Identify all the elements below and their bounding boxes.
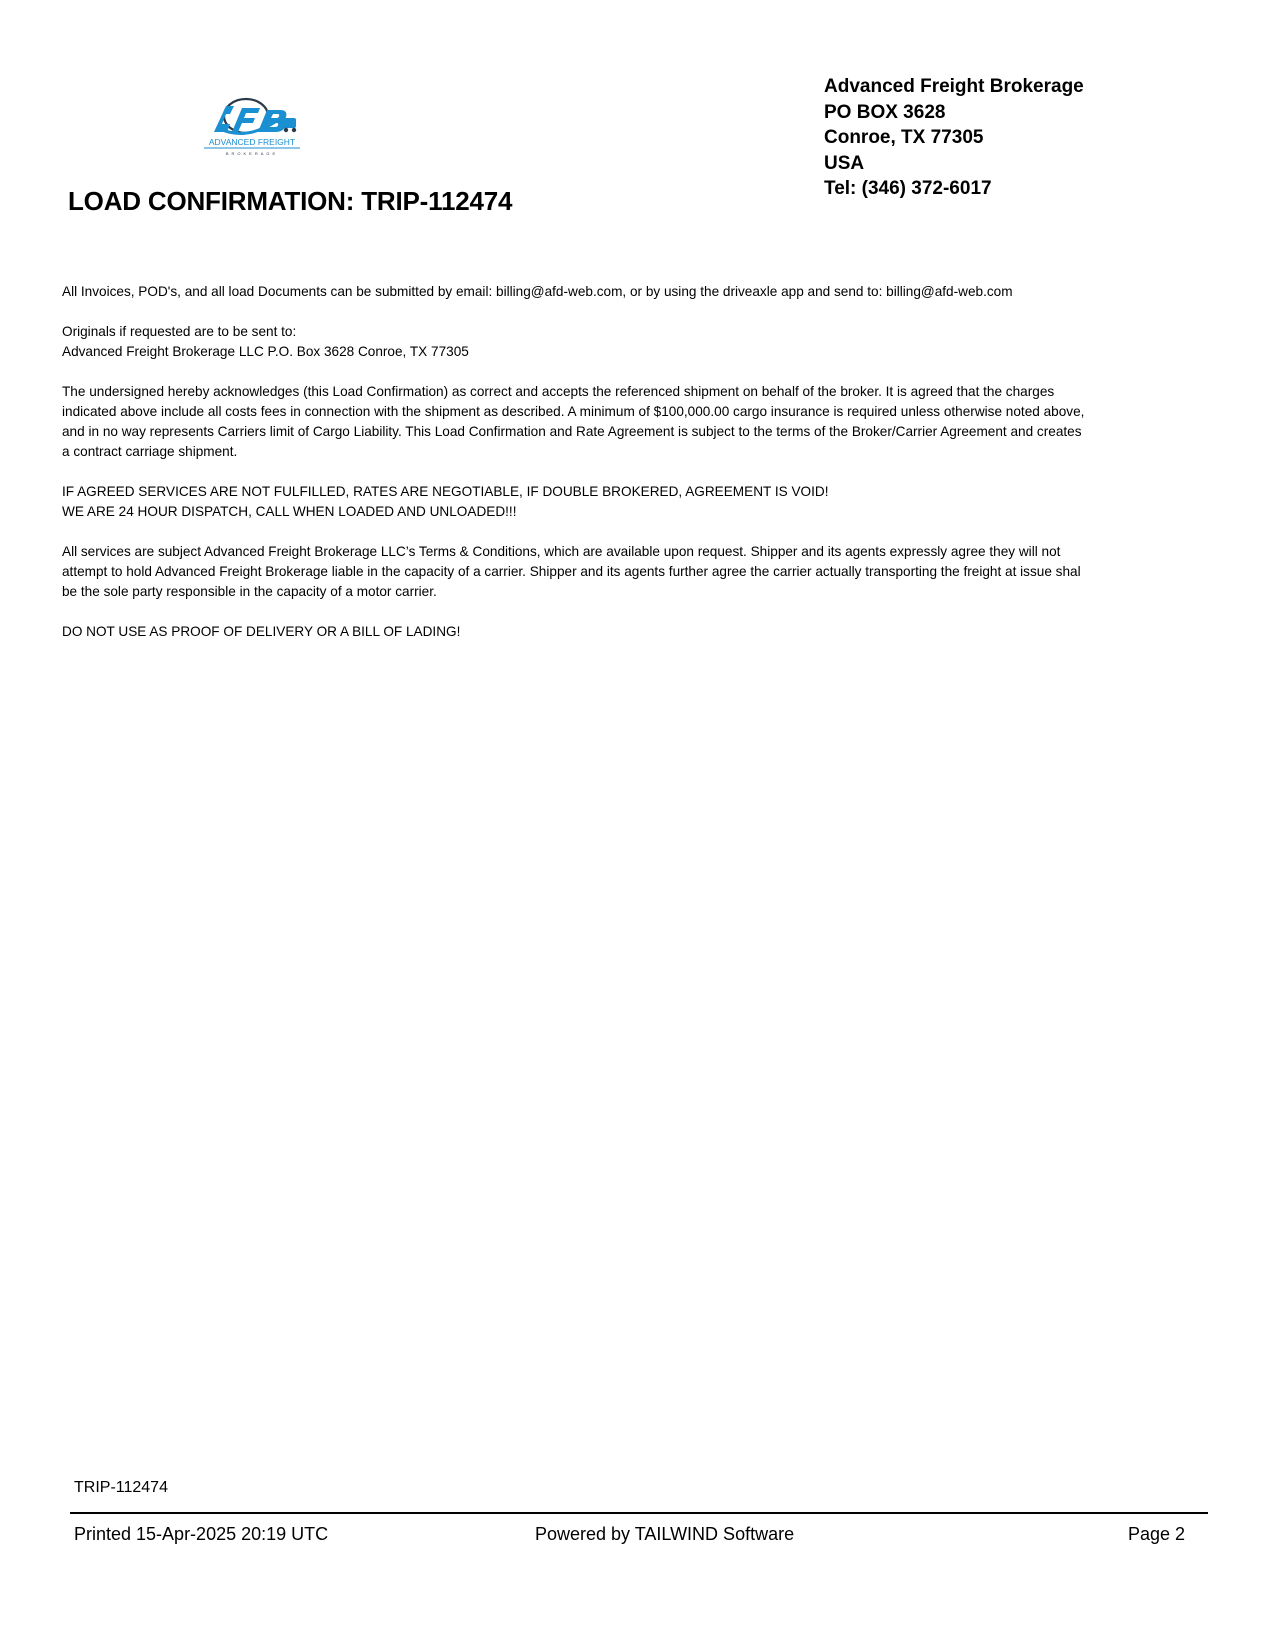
ack-line-4: a contract carriage shipment. bbox=[62, 444, 238, 459]
ack-line-3: and in no way represents Carriers limit of Cargo Liability. This Load Confirmation and Rate Agreement is subject to the terms of the Broker/Carrier Agreement and creates bbox=[62, 424, 1082, 439]
logo-brand-text: ADVANCED FREIGHT bbox=[208, 137, 296, 147]
acknowledgement-paragraph bbox=[62, 382, 1212, 462]
terms-line-2: attempt to hold Advanced Freight Brokerage liable in the capacity of a carrier. Shipper and its agents further agree the carrier actually transporting the freight at issue shal bbox=[62, 564, 1081, 579]
terms-body bbox=[62, 282, 1212, 662]
warning-paragraph bbox=[62, 482, 1212, 522]
document-title: LOAD CONFIRMATION: TRIP-112474 bbox=[68, 186, 513, 216]
company-logo bbox=[200, 96, 304, 162]
warning-line-1: IF AGREED SERVICES ARE NOT FULFILLED, RATES ARE NEGOTIABLE, IF DOUBLE BROKERED, AGREEMENT IS VOID! bbox=[62, 484, 829, 499]
company-country: USA bbox=[824, 152, 865, 174]
disclaimer-paragraph bbox=[62, 622, 1212, 642]
afb-logo-graphic bbox=[200, 96, 304, 162]
logo-tagline: BROKERAGE bbox=[225, 151, 279, 156]
originals-line-2: Advanced Freight Brokerage LLC P.O. Box 3628 Conroe, TX 77305 bbox=[62, 344, 469, 359]
submission-text: All Invoices, POD's, and all load Documents can be submitted by email: billing@afd-web.com, or by using the driveaxle app and send to: billing@afd-web.com bbox=[62, 284, 1013, 299]
company-phone: Tel: (346) 372-6017 bbox=[824, 178, 992, 199]
originals-paragraph bbox=[62, 322, 1212, 362]
terms-line-3: be the sole party responsible in the capacity of a motor carrier. bbox=[62, 584, 437, 599]
company-po-box: PO BOX 3628 bbox=[824, 101, 946, 123]
ack-line-1: The undersigned hereby acknowledges (this Load Confirmation) as correct and accepts the referenced shipment on behalf of the broker. It is agreed that the charges bbox=[62, 384, 1055, 399]
warning-line-2: WE ARE 24 HOUR DISPATCH, CALL WHEN LOADED AND UNLOADED!!! bbox=[62, 504, 517, 519]
submission-paragraph bbox=[62, 282, 1212, 302]
footer-divider bbox=[70, 1512, 1208, 1514]
footer-trip-id: TRIP-112474 bbox=[74, 1479, 168, 1496]
company-name: Advanced Freight Brokerage bbox=[824, 76, 1084, 97]
footer-printed-timestamp: Printed 15-Apr-2025 20:19 UTC bbox=[74, 1524, 329, 1544]
footer-powered-by: Powered by TAILWIND Software bbox=[535, 1524, 795, 1544]
company-address-block bbox=[824, 74, 1084, 202]
disclaimer-text: DO NOT USE AS PROOF OF DELIVERY OR A BILL OF LADING! bbox=[62, 624, 461, 639]
ack-line-2: indicated above include all costs fees in connection with the shipment as described. A minimum of $100,000.00 cargo insurance is required unless otherwise noted above, bbox=[62, 404, 1085, 419]
terms-paragraph bbox=[62, 542, 1212, 602]
company-city-state-zip: Conroe, TX 77305 bbox=[824, 127, 984, 148]
originals-line-1: Originals if requested are to be sent to: bbox=[62, 324, 297, 339]
footer-page-number: Page 2 bbox=[1127, 1524, 1185, 1544]
terms-line-1: All services are subject Advanced Freight Brokerage LLC’s Terms & Conditions, which are available upon request. Shipper and its agents expressly agree they will not bbox=[62, 544, 1061, 559]
